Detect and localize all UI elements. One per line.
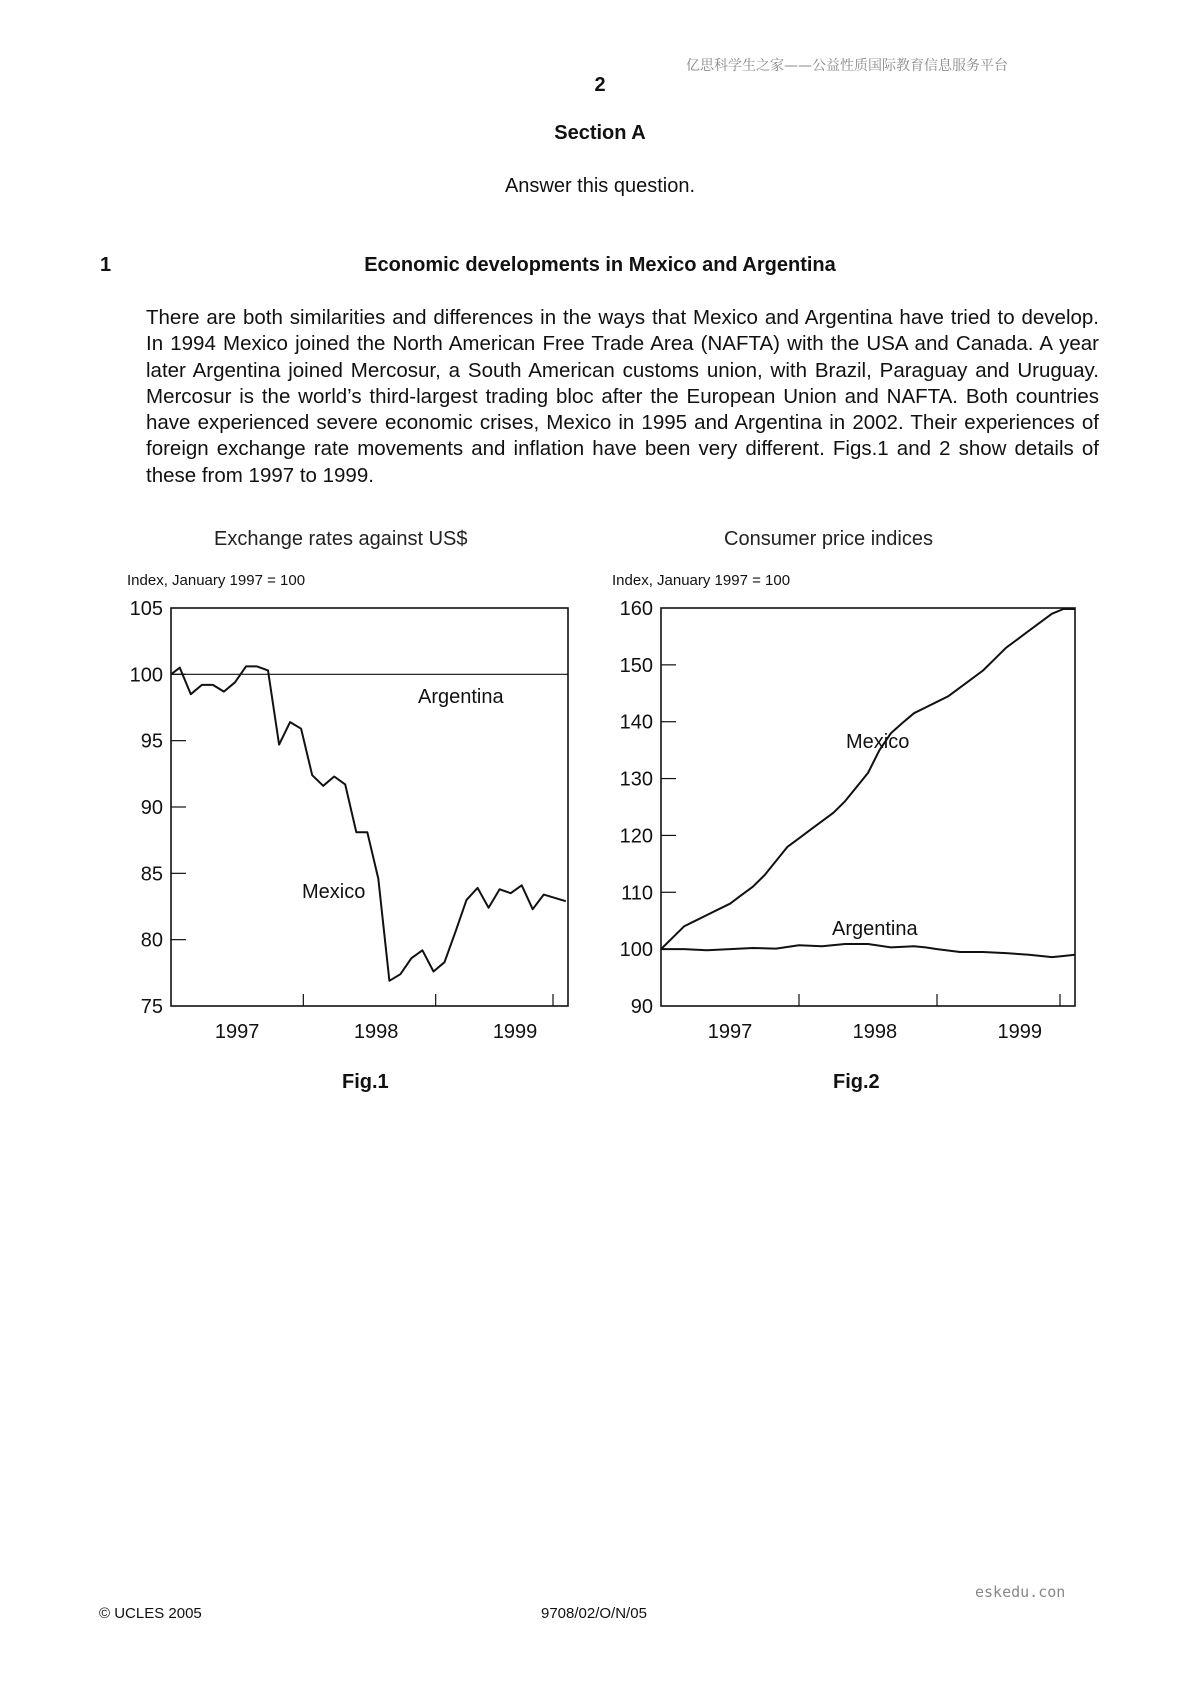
fig1-xtick-label: 1997 bbox=[214, 1021, 260, 1043]
fig2-ytick-label: 140 bbox=[619, 711, 653, 734]
fig2-label: Fig.2 bbox=[833, 1071, 880, 1093]
fig1-annotation-mexico: Mexico bbox=[302, 881, 366, 903]
watermark-top: 亿思科学生之家——公益性质国际教育信息服务平台 bbox=[686, 58, 1008, 74]
fig2-ytick-label: 150 bbox=[619, 654, 653, 677]
fig2-ytick-label: 110 bbox=[621, 882, 653, 905]
fig2-xtick-label: 1999 bbox=[997, 1021, 1043, 1043]
fig2-annotation-argentina: Argentina bbox=[832, 918, 918, 940]
fig1-ytick-label: 80 bbox=[140, 929, 163, 952]
question-number: 1 bbox=[100, 254, 112, 276]
fig1-annotation-argentina: Argentina bbox=[418, 686, 504, 708]
instruction-text: Answer this question. bbox=[504, 175, 696, 197]
fig2-ytick-label: 120 bbox=[619, 825, 653, 848]
fig1-series-mexico bbox=[171, 666, 566, 980]
fig1-ytick-label: 105 bbox=[129, 598, 163, 620]
fig2-annotation-mexico: Mexico bbox=[846, 731, 910, 753]
fig1-plot-frame bbox=[171, 608, 568, 1006]
fig1-ytick-label: 85 bbox=[140, 863, 163, 886]
page-number: 2 bbox=[594, 74, 606, 96]
fig1-ytick-label: 95 bbox=[140, 730, 163, 753]
fig2-ytick-label: 160 bbox=[619, 598, 653, 620]
fig1-ytick-label: 90 bbox=[140, 797, 163, 819]
section-title: Section A bbox=[554, 122, 646, 144]
fig2-title: Consumer price indices bbox=[724, 528, 933, 550]
fig2-xtick-label: 1998 bbox=[852, 1021, 898, 1043]
question-text: There are both similarities and differences in the ways that Mexico and Argentina have tried to develop. In 1994 Mexico joined the North American Free Trade Area (NAFTA) with the USA and Canada. A year later Argentina joined Mercosur, a South American customs union, with Brazil, Paraguay and Uruguay. Mercosur is the world’s third-largest trading bloc after the European Union and NAFTA. Both countries have experienced severe economic crises, Mexico in 1995 and Argentina in 2002. Their experiences of foreign exchange rate movements and inflation have been very different. Figs.1 and 2 show details of these from 1997 to 1999. bbox=[146, 306, 1099, 487]
fig1-title: Exchange rates against US$ bbox=[214, 528, 468, 550]
question-title: Economic developments in Mexico and Argentina bbox=[364, 254, 836, 276]
fig1-ytick-label: 100 bbox=[129, 664, 163, 687]
fig1-ytick-label: 75 bbox=[140, 996, 163, 1018]
fig1-axis-note: Index, January 1997 = 100 bbox=[127, 572, 306, 589]
footer-copyright: © UCLES 2005 bbox=[99, 1605, 202, 1622]
fig2-ytick-label: 130 bbox=[619, 768, 653, 791]
fig2-ytick-label: 90 bbox=[630, 996, 653, 1018]
fig2-axis-note: Index, January 1997 = 100 bbox=[612, 572, 791, 589]
watermark-bottom: eskedu.con bbox=[975, 1583, 1066, 1601]
fig1-label: Fig.1 bbox=[342, 1071, 389, 1093]
fig1-xtick-label: 1998 bbox=[353, 1021, 399, 1043]
fig1-xtick-label: 1999 bbox=[492, 1021, 538, 1043]
fig2-xtick-label: 1997 bbox=[707, 1021, 753, 1043]
footer-code: 9708/02/O/N/05 bbox=[541, 1605, 647, 1622]
fig2-ytick-label: 100 bbox=[619, 939, 653, 962]
